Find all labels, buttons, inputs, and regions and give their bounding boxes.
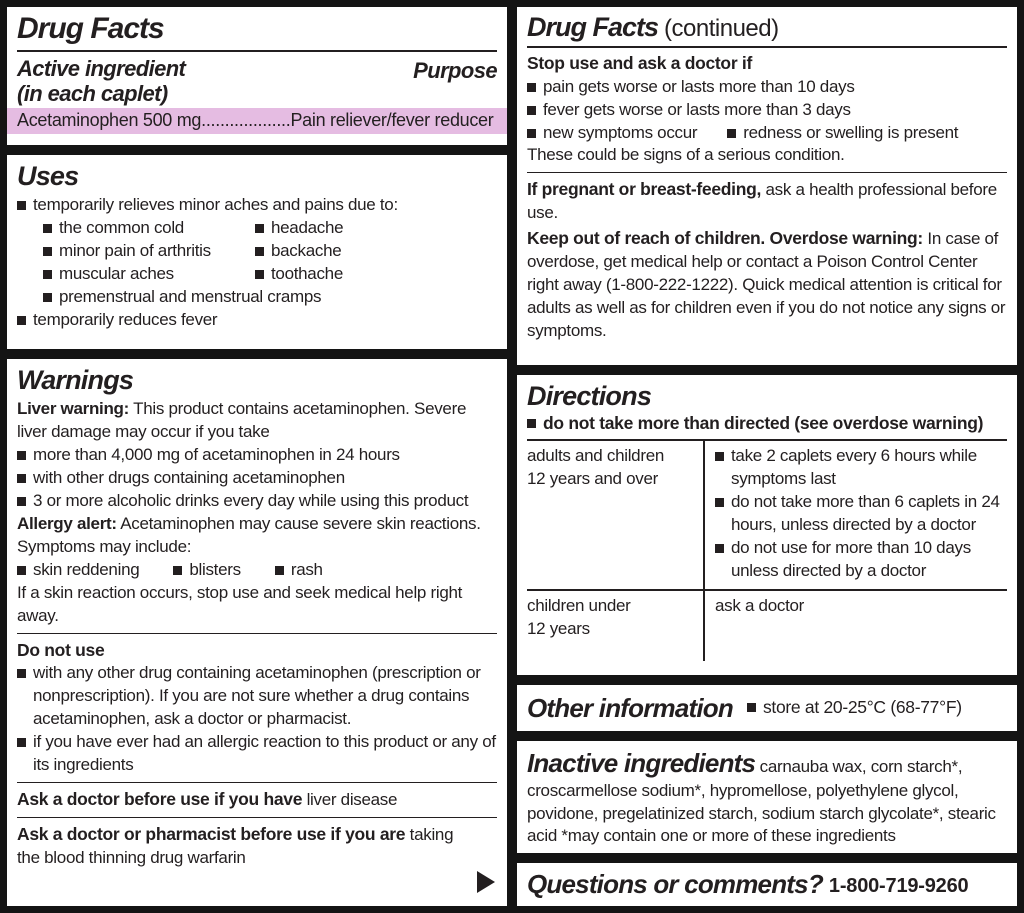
directions-row-adults [527, 441, 1007, 589]
continued-panel [517, 7, 1017, 365]
uses-grid-item [255, 217, 497, 240]
stop-use-pair-row [527, 122, 1007, 145]
do-not-use-bullet [17, 662, 497, 731]
do-not-use-title: Do not use [17, 639, 105, 660]
bullet-square-icon [173, 566, 182, 575]
active-ingredient-header [17, 56, 497, 107]
keep-out-label: Keep out of reach of children. Overdose warning: [527, 228, 923, 249]
uses-item-text: temporarily reduces fever [33, 310, 218, 330]
dot-leader: ................... [201, 110, 291, 131]
liver-bullet-text: 3 or more alcoholic drinks every day while using this product [33, 491, 469, 511]
stop-use-text: pain gets worse or lasts more than 10 days [543, 76, 855, 96]
bullet-square-icon [255, 224, 264, 233]
bullet-square-icon [17, 669, 26, 678]
stop-use-text: new symptoms occur [543, 122, 698, 142]
liver-bullet [17, 444, 497, 467]
bullet-square-icon [17, 316, 26, 325]
stop-use-text: fever gets worse or lasts more than 3 days [543, 99, 851, 119]
purpose-heading: Purpose [413, 57, 497, 83]
stop-use-bullet [527, 76, 1007, 99]
pregnant-line [527, 178, 1007, 225]
ask-doctor-label: Ask a doctor before use if you have [17, 789, 303, 810]
allergy-symptom [17, 559, 139, 582]
bullet-square-icon [727, 129, 736, 138]
dose-bullet [715, 537, 1007, 583]
allergy-symptom [275, 559, 323, 582]
allergy-symptom-text: blisters [189, 559, 241, 579]
directions-who-text: children under [527, 595, 631, 615]
liver-bullet [17, 467, 497, 490]
directions-title: Directions [527, 381, 652, 411]
bullet-square-icon [43, 293, 52, 302]
ask-doctor-pharmacist-label: Ask a doctor or pharmacist before use if you are [17, 824, 406, 845]
directions-dose-cell [703, 591, 1007, 661]
allergy-alert-label: Allergy alert: [17, 514, 117, 534]
active-ingredient-heading-line2: (in each caplet) [17, 80, 168, 106]
bullet-square-icon [17, 738, 26, 747]
uses-item-text: toothache [271, 264, 343, 284]
inactive-ingredients-block [527, 746, 1007, 848]
questions-phone: 1-800-719-9260 [828, 875, 969, 897]
do-not-use-text: with any other drug containing acetaminophen (prescription or nonprescription). If you are not sure whether a drug contains acetaminophen, ask a doctor or pharmacist. [33, 663, 481, 729]
uses-grid-item [255, 263, 497, 286]
uses-intro-text: temporarily relieves minor aches and pains due to: [33, 195, 398, 215]
bullet-square-icon [17, 566, 26, 575]
liver-bullet-text: with other drugs containing acetaminophen [33, 468, 345, 488]
ingredient-purpose: Pain reliever/fever reducer [290, 110, 494, 131]
divider [17, 50, 497, 52]
divider [527, 46, 1007, 48]
directions-who-cell [527, 441, 703, 589]
bullet-square-icon [43, 247, 52, 256]
liver-warning-text: This product contains acetaminophen. Severe liver damage may occur if you take [17, 399, 467, 442]
allergy-symptoms-row [17, 559, 497, 582]
continue-arrow-icon [477, 871, 495, 893]
liver-bullet-text: more than 4,000 mg of acetaminophen in 24 hours [33, 445, 400, 465]
questions-title: Questions or comments? [527, 869, 823, 899]
right-column [517, 7, 1017, 906]
other-information-title: Other information [527, 692, 733, 723]
bullet-square-icon [17, 474, 26, 483]
bullet-square-icon [43, 224, 52, 233]
directions-who-cell [527, 591, 703, 661]
divider [17, 817, 497, 818]
directions-note [527, 412, 1007, 436]
storage-text: store at 20-25°C (68-77°F) [762, 697, 962, 718]
uses-grid-item [43, 263, 255, 286]
active-ingredient-heading-line1: Active ingredient [17, 55, 186, 81]
bullet-square-icon [275, 566, 284, 575]
pregnant-text: ask a health professional before use. [527, 180, 997, 223]
stop-use-text: redness or swelling is present [743, 122, 959, 142]
dose-bullet [715, 445, 1007, 491]
bullet-square-icon [747, 703, 756, 712]
bullet-square-icon [255, 247, 264, 256]
uses-item-text: muscular aches [59, 264, 174, 284]
bullet-square-icon [17, 451, 26, 460]
uses-item-text: minor pain of arthritis [59, 241, 211, 261]
stop-use-title: Stop use and ask a doctor if [527, 53, 752, 74]
allergy-symptom [173, 559, 240, 582]
inactive-ingredients-text: carnauba wax, corn starch*, croscarmellose sodium*, hypromellose, polyethylene glycol, povidone, pregelatinized starch, sodium starch glycolate*, stearic acid *may contain one or more of these ingredients [527, 757, 996, 846]
uses-item-text: backache [271, 241, 342, 261]
uses-item-text: headache [271, 218, 344, 238]
directions-dose-cell [703, 441, 1007, 589]
stop-use-bullet [527, 99, 1007, 122]
bullet-square-icon [527, 129, 536, 138]
pregnant-label: If pregnant or breast-feeding, [527, 179, 762, 200]
uses-single-bullet [43, 286, 497, 309]
uses-intro-bullet [17, 194, 497, 217]
directions-who-text: adults and children [527, 446, 665, 466]
bullet-square-icon [715, 452, 724, 461]
divider [527, 172, 1007, 173]
bullet-square-icon [715, 498, 724, 507]
directions-row-children [527, 589, 1007, 661]
uses-last-bullet [17, 309, 497, 332]
liver-warning-label: Liver warning: [17, 399, 129, 419]
dose-bullet [715, 491, 1007, 537]
uses-grid-item [43, 217, 255, 240]
left-column [7, 7, 507, 906]
directions-who-text: 12 years [527, 618, 590, 638]
uses-item-text: the common cold [59, 218, 184, 238]
ingredient-highlight-row [7, 108, 507, 134]
active-ingredient-panel [7, 7, 507, 145]
ask-doctor-line [17, 788, 497, 812]
bullet-square-icon [527, 419, 536, 428]
directions-note-text: do not take more than directed (see overdose warning) [543, 413, 984, 434]
uses-title: Uses [17, 161, 79, 191]
dose-text: do not use for more than 10 days unless directed by a doctor [731, 537, 971, 580]
allergy-footer: If a skin reaction occurs, stop use and seek medical help right away. [17, 582, 463, 625]
ask-doctor-text: liver disease [306, 790, 398, 810]
liver-bullet [17, 490, 497, 513]
keep-out-line [527, 227, 1007, 343]
bullet-square-icon [43, 270, 52, 279]
keep-out-text: In case of overdose, get medical help or contact a Poison Control Center right away (1-800-222-1222). Quick medical attention is critical for adults as well as for children even if you do not notice any signs or symptoms. [527, 229, 1006, 341]
directions-who-text: 12 years and over [527, 468, 658, 488]
storage-bullet [747, 696, 962, 720]
stop-use-bullet [527, 122, 697, 145]
active-ingredient-heading [17, 56, 185, 107]
allergy-alert-text: Acetaminophen may cause severe skin reactions. Symptoms may include: [17, 514, 481, 557]
stop-use-footer: These could be signs of a serious condition. [527, 145, 845, 165]
uses-item-text: premenstrual and menstrual cramps [59, 287, 322, 307]
drug-facts-continued-main: Drug Facts [527, 12, 659, 42]
warnings-panel [7, 359, 507, 906]
dose-text: ask a doctor [715, 595, 805, 615]
divider [17, 782, 497, 783]
uses-grid-item [43, 240, 255, 263]
bullet-square-icon [17, 497, 26, 506]
drug-facts-continued-title [527, 12, 1007, 43]
ask-doctor-pharmacist-text: taking the blood thinning drug warfarin [17, 825, 454, 867]
do-not-use-bullet [17, 731, 497, 777]
divider [17, 633, 497, 634]
dose-text: do not take more than 6 caplets in 24 hours, unless directed by a doctor [731, 491, 1000, 534]
uses-grid [43, 217, 497, 286]
drug-facts-continued-suffix: (continued) [664, 15, 779, 42]
inactive-ingredients-title: Inactive ingredients [527, 748, 756, 778]
bullet-square-icon [17, 201, 26, 210]
uses-grid-item [255, 240, 497, 263]
ingredient-name: Acetaminophen 500 mg [17, 110, 202, 131]
uses-panel [7, 155, 507, 349]
allergy-symptom-text: rash [290, 559, 323, 579]
dose-text: take 2 caplets every 6 hours while symptoms last [731, 446, 977, 488]
bullet-square-icon [715, 544, 724, 553]
allergy-alert [17, 513, 497, 559]
directions-table [527, 439, 1007, 661]
bullet-square-icon [527, 106, 536, 115]
questions-panel [517, 863, 1017, 906]
directions-panel [517, 375, 1017, 675]
liver-warning [17, 398, 497, 444]
ask-doctor-pharmacist-line [17, 823, 497, 870]
bullet-square-icon [527, 83, 536, 92]
warnings-title: Warnings [17, 365, 134, 395]
stop-use-bullet [727, 122, 958, 145]
inactive-ingredients-panel [517, 741, 1017, 853]
do-not-use-text: if you have ever had an allergic reaction to this product or any of its ingredients [33, 732, 496, 775]
drug-facts-title: Drug Facts [17, 12, 164, 45]
allergy-symptom-text: skin reddening [33, 559, 140, 579]
other-information-panel [517, 685, 1017, 731]
bullet-square-icon [255, 270, 264, 279]
